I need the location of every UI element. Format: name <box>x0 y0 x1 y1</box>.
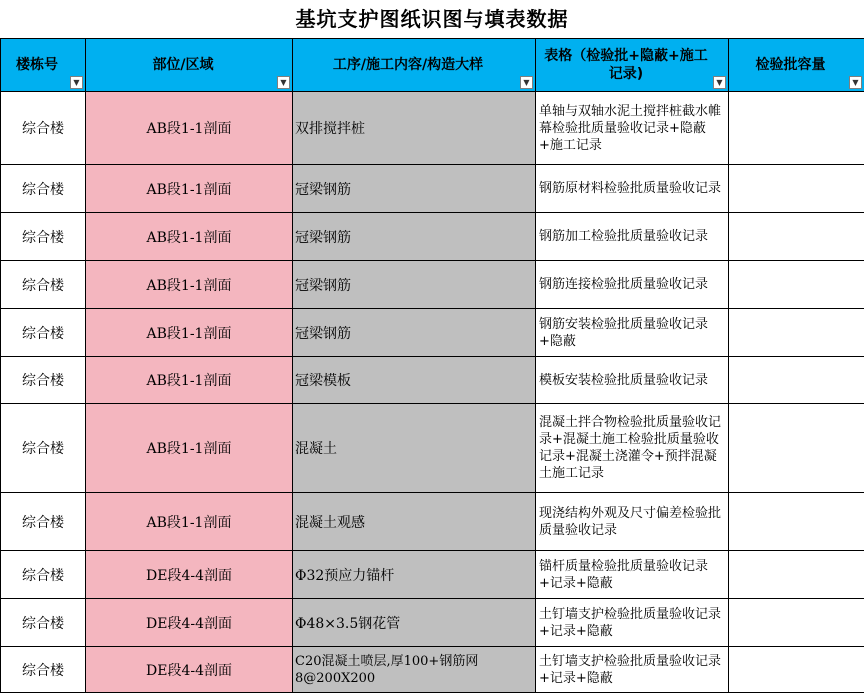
cell-zone[interactable]: AB段1-1剖面 <box>86 309 293 357</box>
cell-building[interactable]: 综合楼 <box>1 309 86 357</box>
cell-form[interactable]: 钢筋加工检验批质量验收记录 <box>536 213 729 261</box>
table-row <box>1 551 864 599</box>
cell-building[interactable]: 综合楼 <box>1 213 86 261</box>
cell-process[interactable]: 混凝土观感 <box>293 493 536 551</box>
filter-dropdown-icon[interactable]: ▼ <box>849 76 862 89</box>
cell-qty[interactable] <box>729 551 864 599</box>
cell-process[interactable]: C20混凝土喷层,厚100+钢筋网8@200X200 <box>293 647 536 693</box>
cell-form[interactable]: 现浇结构外观及尺寸偏差检验批质量验收记录 <box>536 493 729 551</box>
cell-qty[interactable] <box>729 404 864 493</box>
cell-building[interactable]: 综合楼 <box>1 404 86 493</box>
cell-zone[interactable]: DE段4-4剖面 <box>86 599 293 647</box>
cell-qty[interactable] <box>729 213 864 261</box>
filter-dropdown-icon[interactable]: ▼ <box>70 76 83 89</box>
cell-building[interactable]: 综合楼 <box>1 92 86 165</box>
cell-building[interactable]: 综合楼 <box>1 357 86 404</box>
cell-zone[interactable]: DE段4-4剖面 <box>86 647 293 693</box>
cell-form[interactable]: 钢筋原材料检验批质量验收记录 <box>536 165 729 213</box>
cell-building[interactable]: 综合楼 <box>1 647 86 693</box>
filter-dropdown-icon[interactable]: ▼ <box>520 76 533 89</box>
cell-form[interactable]: 土钉墙支护检验批质量验收记录+记录+隐蔽 <box>536 599 729 647</box>
cell-zone[interactable]: AB段1-1剖面 <box>86 261 293 309</box>
cell-qty[interactable] <box>729 165 864 213</box>
cell-form[interactable]: 锚杆质量检验批质量验收记录+记录+隐蔽 <box>536 551 729 599</box>
header-qty: 检验批容量 ▼ <box>729 39 864 92</box>
table-row <box>1 261 864 309</box>
cell-qty[interactable] <box>729 261 864 309</box>
header-form: 表格（检验批+隐蔽+施工记录) ▼ <box>536 39 729 92</box>
table-row <box>1 599 864 647</box>
cell-zone[interactable]: AB段1-1剖面 <box>86 92 293 165</box>
cell-form[interactable]: 土钉墙支护检验批质量验收记录+记录+隐蔽 <box>536 647 729 693</box>
filter-dropdown-icon[interactable]: ▼ <box>713 76 726 89</box>
header-building: 楼栋号 ▼ <box>1 39 86 92</box>
cell-form[interactable]: 钢筋安装检验批质量验收记录+隐蔽 <box>536 309 729 357</box>
cell-process[interactable]: 冠梁钢筋 <box>293 213 536 261</box>
table-row <box>1 92 864 165</box>
cell-qty[interactable] <box>729 309 864 357</box>
cell-zone[interactable]: DE段4-4剖面 <box>86 551 293 599</box>
cell-zone[interactable]: AB段1-1剖面 <box>86 493 293 551</box>
cell-process[interactable]: 双排搅拌桩 <box>293 92 536 165</box>
cell-form[interactable]: 钢筋连接检验批质量验收记录 <box>536 261 729 309</box>
filter-dropdown-icon[interactable]: ▼ <box>277 76 290 89</box>
cell-qty[interactable] <box>729 647 864 693</box>
cell-building[interactable]: 综合楼 <box>1 551 86 599</box>
cell-qty[interactable] <box>729 92 864 165</box>
cell-process[interactable]: 冠梁模板 <box>293 357 536 404</box>
data-table <box>0 38 864 693</box>
table-row <box>1 647 864 693</box>
cell-process[interactable]: 混凝土 <box>293 404 536 493</box>
cell-zone[interactable]: AB段1-1剖面 <box>86 404 293 493</box>
table-row <box>1 357 864 404</box>
table-row <box>1 404 864 493</box>
table-row <box>1 213 864 261</box>
cell-qty[interactable] <box>729 357 864 404</box>
cell-building[interactable]: 综合楼 <box>1 261 86 309</box>
cell-process[interactable]: Φ32预应力锚杆 <box>293 551 536 599</box>
cell-qty[interactable] <box>729 493 864 551</box>
table-row <box>1 309 864 357</box>
cell-zone[interactable]: AB段1-1剖面 <box>86 213 293 261</box>
cell-qty[interactable] <box>729 599 864 647</box>
cell-process[interactable]: Φ48×3.5钢花管 <box>293 599 536 647</box>
cell-building[interactable]: 综合楼 <box>1 599 86 647</box>
cell-process[interactable]: 冠梁钢筋 <box>293 261 536 309</box>
cell-form[interactable]: 单轴与双轴水泥土搅拌桩截水帷幕检验批质量验收记录+隐蔽+施工记录 <box>536 92 729 165</box>
cell-form[interactable]: 混凝土拌合物检验批质量验收记录+混凝土施工检验批质量验收记录+混凝土浇灌令+预拌混凝土施工记录 <box>536 404 729 493</box>
cell-zone[interactable]: AB段1-1剖面 <box>86 357 293 404</box>
cell-process[interactable]: 冠梁钢筋 <box>293 309 536 357</box>
cell-zone[interactable]: AB段1-1剖面 <box>86 165 293 213</box>
table-row <box>1 165 864 213</box>
cell-building[interactable]: 综合楼 <box>1 165 86 213</box>
table-row <box>1 493 864 551</box>
header-row <box>1 39 864 92</box>
cell-form[interactable]: 模板安装检验批质量验收记录 <box>536 357 729 404</box>
header-process: 工序/施工内容/构造大样 ▼ <box>293 39 536 92</box>
header-zone: 部位/区域 ▼ <box>86 39 293 92</box>
sheet-title: 基坑支护图纸识图与填表数据 <box>295 7 569 31</box>
cell-process[interactable]: 冠梁钢筋 <box>293 165 536 213</box>
cell-building[interactable]: 综合楼 <box>1 493 86 551</box>
